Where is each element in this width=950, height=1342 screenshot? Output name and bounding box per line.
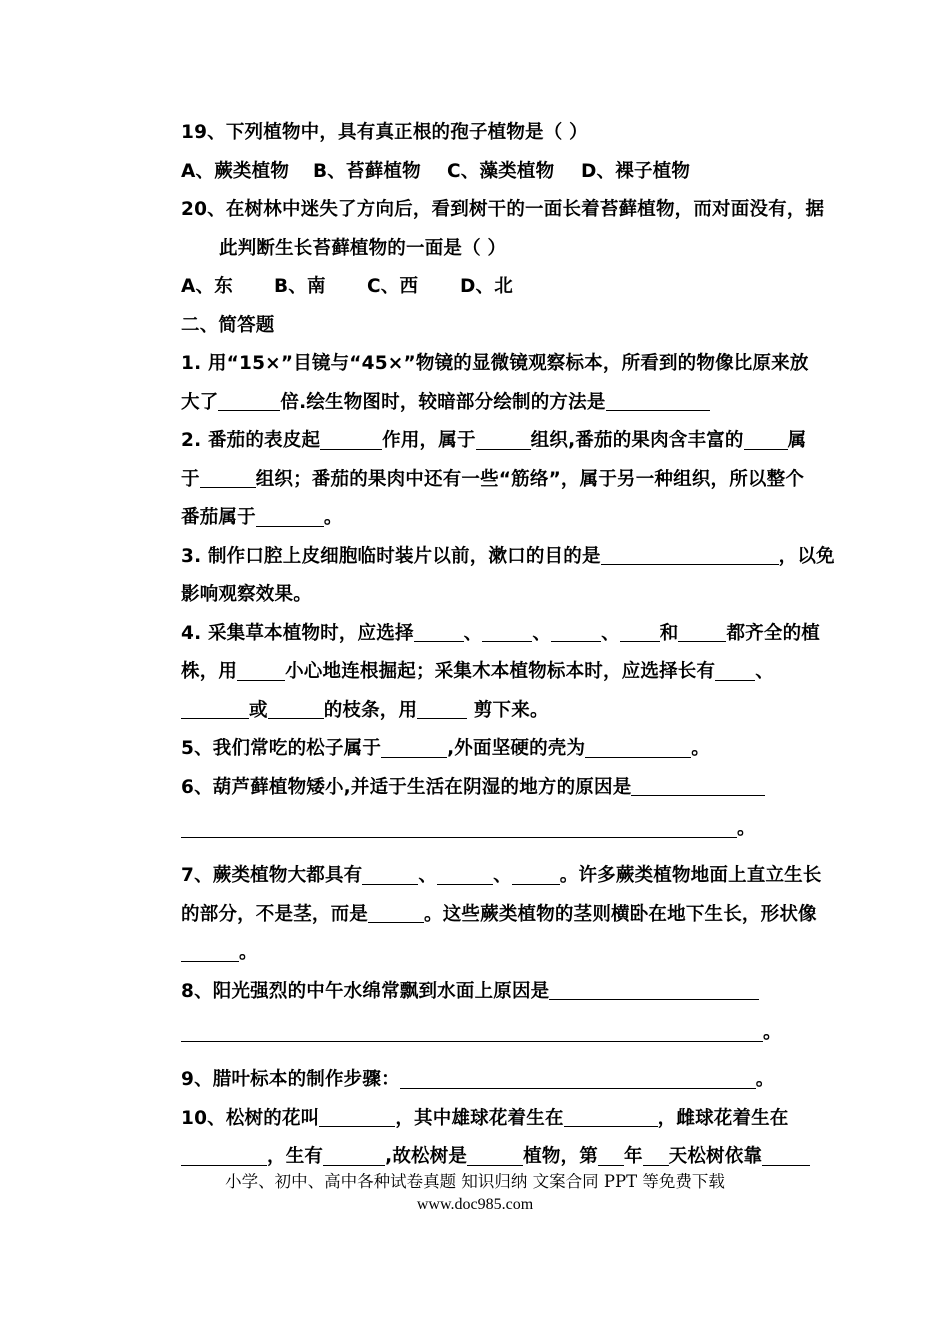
sa4-text-h: 剪下来。 — [467, 699, 549, 721]
short-answer-3-line1 — [181, 538, 851, 577]
answer-blank[interactable] — [237, 660, 285, 680]
answer-blank[interactable] — [256, 506, 324, 526]
sa1-text-b: 倍.绘生物图时，较暗部分绘制的方法是 — [280, 391, 606, 413]
question-19-text: 19、下列植物中，具有真正根的孢子植物是（ ） — [181, 122, 588, 143]
sa4-text-c: 株，用 — [181, 661, 238, 682]
sa2-text-e: 于 — [181, 468, 200, 490]
answer-blank-long[interactable] — [181, 817, 737, 837]
short-answer-7-line1 — [181, 857, 851, 896]
sa2-text-a: 2. 番茄的表皮起 — [181, 430, 321, 451]
answer-blank[interactable] — [200, 468, 256, 488]
answer-blank[interactable] — [268, 699, 324, 719]
short-answer-6-line1 — [181, 769, 851, 808]
sa10-text-g: 年 — [623, 1146, 643, 1167]
answer-blank[interactable] — [467, 1145, 523, 1165]
short-answer-7-line2 — [181, 896, 851, 935]
sa8-text-end: 。 — [763, 1022, 782, 1043]
answer-blank[interactable] — [414, 622, 464, 642]
sa2-text-h: 。 — [323, 507, 343, 528]
separator: 、 — [532, 622, 552, 644]
answer-blank[interactable] — [381, 737, 447, 757]
option-c: C、藻类植物 — [447, 160, 555, 182]
question-20-stem-line1 — [181, 191, 851, 230]
answer-blank[interactable] — [744, 429, 788, 449]
answer-blank[interactable] — [551, 622, 601, 642]
question-20-stem-line2 — [181, 230, 851, 269]
option-c: C、西 — [367, 276, 419, 297]
sa9-text-a: 9、腊叶标本的制作步骤： — [181, 1069, 400, 1090]
answer-blank[interactable] — [512, 864, 560, 884]
question-19-options — [181, 153, 851, 192]
answer-blank[interactable] — [643, 1145, 669, 1165]
sa10-text-f: 植物，第 — [523, 1146, 598, 1167]
short-answer-3-line2 — [181, 576, 851, 615]
short-answer-4-line1 — [181, 615, 851, 654]
answer-blank[interactable] — [181, 1145, 267, 1165]
answer-blank[interactable] — [715, 660, 755, 680]
sa3-text-c: 影响观察效果。 — [181, 584, 312, 605]
answer-blank[interactable] — [476, 429, 531, 449]
option-b: B、苔藓植物 — [313, 160, 421, 182]
answer-blank[interactable] — [181, 699, 249, 719]
short-answer-1-line1 — [181, 345, 851, 384]
short-answer-8-line1 — [181, 973, 851, 1012]
question-list — [181, 114, 851, 1177]
separator: 、 — [601, 622, 620, 644]
short-answer-4-line2 — [181, 653, 851, 692]
footer-url[interactable]: www.doc985.com — [416, 1196, 534, 1213]
sa6-text-a: 6、葫芦藓植物矮小,并适于生活在阴湿的地方的原因是 — [181, 776, 632, 798]
separator: 、 — [463, 622, 483, 644]
question-20-text-2: 此判断生长苔藓植物的一面是（ ） — [219, 237, 507, 259]
sa4-text-f: 或 — [249, 699, 268, 721]
sa4-text-b: 都齐全的植 — [726, 622, 820, 644]
separator: 、 — [418, 865, 438, 886]
option-a: A、蕨类植物 — [181, 160, 290, 182]
sa7-text-c: 的部分，不是茎，而是 — [181, 903, 369, 925]
answer-blank[interactable] — [564, 1107, 658, 1127]
answer-blank[interactable] — [549, 980, 759, 1000]
question-19-stem — [181, 114, 851, 153]
answer-blank[interactable] — [320, 429, 382, 449]
answer-blank[interactable] — [606, 391, 710, 411]
answer-blank[interactable] — [631, 776, 765, 796]
short-answer-2-line2 — [181, 461, 851, 500]
question-20-text-1: 20、在树林中迷失了方向后，看到树干的一面长着苔藓植物，而对面没有，据 — [181, 199, 825, 220]
sa5-text-b: ,外面坚硬的壳为 — [447, 738, 586, 759]
sa1-text-a: 大了 — [181, 391, 219, 413]
sa6-text-end: 。 — [737, 818, 756, 839]
sa8-text-a: 8、阳光强烈的中午水绵常飘到水面上原因是 — [181, 980, 550, 1002]
answer-blank[interactable] — [437, 864, 493, 884]
sa9-text-end: 。 — [755, 1069, 775, 1090]
sa5-text-c: 。 — [691, 738, 710, 759]
sa5-text-a: 5、我们常吃的松子属于 — [181, 738, 382, 759]
answer-blank[interactable] — [368, 903, 424, 923]
answer-blank[interactable] — [762, 1145, 810, 1165]
sa2-text-c: 组织,番茄的果肉含丰富的 — [530, 430, 744, 451]
answer-blank[interactable] — [362, 864, 418, 884]
answer-blank[interactable] — [319, 1107, 395, 1127]
sa3-text-a: 3. 制作口腔上皮细胞临时装片以前，漱口的目的是 — [181, 545, 601, 567]
short-answer-7-line3 — [181, 934, 851, 973]
sa7-text-a: 7、蕨类植物大都具有 — [181, 865, 363, 886]
sa2-text-b: 作用，属于 — [382, 430, 476, 451]
sa7-text-d: 。这些蕨类植物的茎则横卧在地下生长，形状像 — [424, 903, 817, 925]
sa2-text-d: 属 — [787, 430, 807, 451]
sa10-text-d: ，生有 — [267, 1146, 324, 1167]
short-answer-2-line1 — [181, 422, 851, 461]
short-answer-6-line2 — [181, 807, 851, 850]
short-answer-5-line1 — [181, 730, 851, 769]
answer-blank[interactable] — [323, 1145, 385, 1165]
sa4-text-e: 、 — [755, 661, 774, 682]
short-answer-10-line1 — [181, 1100, 851, 1139]
section-title — [181, 307, 851, 346]
sa10-text-e: ,故松树是 — [385, 1146, 468, 1167]
footer-promo-text: 小学、初中、高中各种试卷真题 知识归纳 文案合同 PPT 等免费下载 — [225, 1172, 725, 1191]
answer-blank[interactable] — [400, 1068, 756, 1088]
sa10-text-b: ，其中雄球花着生在 — [395, 1107, 564, 1129]
short-answer-8-line2 — [181, 1011, 851, 1054]
sa3-text-b: ，以免 — [778, 545, 835, 567]
sa1-text: 1. 用“15×”目镜与“45×”物镜的显微镜观察标本，所看到的物像比原来放 — [181, 353, 809, 374]
sa4-text-a: 4. 采集草本植物时，应选择 — [181, 622, 414, 644]
option-a: A、东 — [181, 276, 233, 297]
question-20-options — [181, 268, 851, 307]
option-d: D、裸子植物 — [581, 160, 691, 182]
option-b: B、南 — [274, 276, 326, 297]
sa7-text-end: 。 — [239, 942, 258, 963]
short-answer-2-line3 — [181, 499, 851, 538]
sa4-text-d: 小心地连根掘起；采集木本植物标本时，应选择长有 — [285, 661, 716, 682]
answer-blank[interactable] — [598, 1145, 624, 1165]
short-answer-4-line3 — [181, 692, 851, 731]
sa2-text-g: 番茄属于 — [181, 507, 256, 528]
sa10-text-a: 10、松树的花叫 — [181, 1107, 320, 1129]
answer-blank[interactable] — [601, 545, 779, 565]
sa4-text-and: 和 — [659, 622, 679, 644]
answer-blank[interactable] — [678, 622, 726, 642]
answer-blank[interactable] — [181, 941, 239, 961]
sa10-text-h: 天松树依靠 — [668, 1146, 763, 1167]
short-answer-9-line1 — [181, 1061, 851, 1100]
option-d: D、北 — [460, 276, 513, 297]
answer-blank-long[interactable] — [181, 1021, 763, 1041]
short-answer-1-line2 — [181, 384, 851, 423]
answer-blank[interactable] — [620, 622, 660, 642]
answer-blank[interactable] — [482, 622, 532, 642]
sa10-text-c: ，雌球花着生在 — [657, 1107, 789, 1129]
sa4-text-g: 的枝条，用 — [323, 699, 418, 721]
answer-blank[interactable] — [417, 699, 467, 719]
answer-blank[interactable] — [218, 391, 280, 411]
sa2-text-f: 组织；番茄的果肉中还有一些“筋络”，属于另一种组织，所以整个 — [255, 468, 805, 490]
answer-blank[interactable] — [585, 737, 691, 757]
section-2-heading: 二、简答题 — [181, 314, 275, 336]
sa7-text-b: 。许多蕨类植物地面上直立生长 — [559, 865, 822, 886]
separator: 、 — [493, 865, 512, 886]
